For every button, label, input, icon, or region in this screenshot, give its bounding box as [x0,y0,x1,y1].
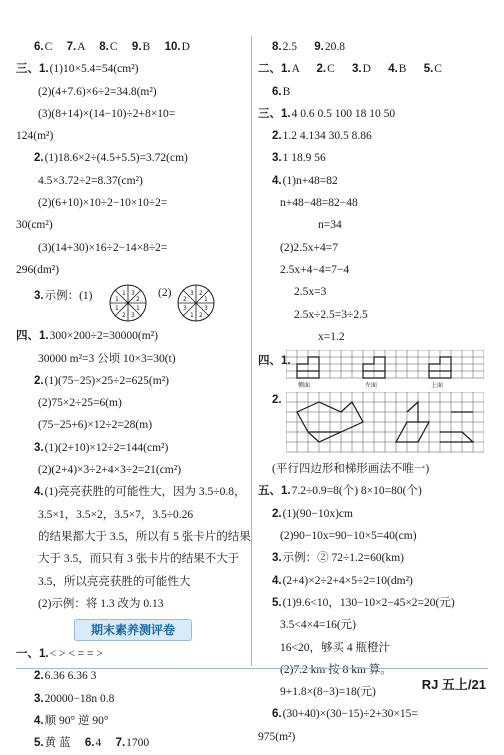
answer-line: 三、1.4 0.6 0.5 100 18 10 50 [258,107,396,120]
answer-line: 4.顺 90° 逆 90° [34,715,109,728]
answer-line: (平行四边形和梯形画法不唯一) [272,463,430,476]
answer-line: 4.(1)亮亮获胜的可能性大，因为 3.5÷0.8， [34,486,246,499]
three-view-grid-figure [286,350,484,390]
svg-text:3: 3 [204,305,208,313]
section-heading: 五、 [258,485,281,498]
answer-line: 二、1.A 2.C 3.D 4.B 5.C [258,63,442,76]
answer-line: (2)(4+7.6)×6÷2=34.8(m²) [38,85,157,98]
svg-text:1: 1 [115,305,119,313]
answer-line: (2)90−10x=90−10×5=40(cm) [280,530,417,543]
section-heading: 二、 [258,63,281,76]
answer-line: 2.(1)18.6×2÷(4.5+5.5)=3.72(cm) [34,152,188,165]
answer-line: 4.(2+4)×2÷2+4×5÷2=10(dm²) [272,574,413,587]
svg-text:1: 1 [204,296,208,304]
answer-line: 3.(1)(2+10)×12÷2=144(cm²) [34,441,169,454]
answer-line: 5.黄 蓝 6.4 7.1700 [34,737,150,750]
answer-line: 2.(1)(90−10x)cm [272,507,353,520]
answer-line: 3.5×1，3.5×2，3.5×7，3.5÷0.26 [38,508,194,521]
answer-line: 30000 m²=3 公顷 10×3=30(t) [38,352,176,365]
svg-text:2: 2 [136,296,140,304]
answer-line: n+48−48=82−48 [280,197,358,210]
answer-line: 五、1.7.2÷0.9=8(个) 8×10=80(个) [258,485,422,498]
svg-text:1: 1 [190,312,194,320]
answer-line: 3.20000−18n 0.8 [34,692,115,705]
wheel-examples: 3.示例：(1) 1 3 2 1 3 2 1 1 (2) 3 2 1 3 2 1 3 2 [16,281,250,325]
exam-banner-wrap [16,615,250,643]
section-heading: 三、 [16,63,39,76]
svg-text:2: 2 [183,296,187,304]
answer-line: 16<20，够买 4 瓶橙汁 [280,641,390,654]
answer-line: 一、1.< > < = = > [16,648,103,661]
answer-line: (3)(14+30)×16÷2−14×8÷2= [38,241,168,254]
right-column [258,36,490,748]
left-column [16,36,250,755]
answer-line: 975(m²) [258,730,296,743]
answer-line: (75−25+6)×12÷2=28(m) [38,419,153,432]
answer-line: 2.(1)(75−25)×25÷2=625(m²) [34,374,169,387]
shapes-grid-block: 2. [258,392,490,458]
section-heading: 一、 [16,648,39,661]
answer-line: 2.1.2 4.134 30.5 8.86 [272,130,372,143]
section-heading: 四、 [258,355,281,368]
answer-line: 2.5x+4−4=7−4 [280,263,350,276]
spinner-wheel-1-figure [108,283,148,323]
answer-line: 5.(1)9.6<10，130−10×2−45×2=20(元) [272,596,455,609]
page-number: RJ 五上/21 [421,677,486,692]
answer-line: 2.5x÷2.5=3÷2.5 [294,308,368,321]
spinner-wheel-2-figure [176,283,216,323]
column-divider [251,36,252,666]
answer-line: 2.6.36 6.36 3 [34,670,97,683]
answer-line: 的结果都大于 3.5，所以有 5 张卡片的结果 [38,530,251,543]
answer-line: 3.示例：② 72÷1.2=60(km) [272,552,404,565]
answer-line: 9+1.8×(8−3)=18(元) [280,686,376,699]
answer-line: 124(m²) [16,130,54,143]
answer-line: 2.5x=3 [294,286,327,299]
answer-line: 3.1 18.9 56 [272,152,326,165]
answer-line: 296(dm²) [16,263,60,276]
answer-line: 四、1.300×200÷2=30000(m²) [16,330,158,343]
answer-line: n=34 [318,219,342,232]
exam-banner: 期末素养测评卷 [74,619,192,641]
view-grid-block: 四、1. 侧面 左面 上面 [258,348,490,392]
answer-line: 6.C 7.A 8.C 9.B 10.D [34,41,190,53]
answer-line: 大于 3.5，而只有 3 张卡片的结果不大于 [38,553,240,566]
footer-rule [16,668,488,669]
parallelogram-trapezoid-grid-figure [286,392,484,454]
svg-text:2: 2 [199,312,203,320]
svg-text:2: 2 [122,312,126,320]
answer-line: 8.2.5 9.20.8 [272,41,345,53]
answer-line: (2)7.2 km 按 8 km 算。 [280,663,392,676]
answer-line: (3)(8+14)×(14−10)÷2+8×10= [38,107,176,120]
answer-line: (2)(2+4)×3÷2+4×3÷2=21(cm²) [38,464,182,477]
svg-text:3: 3 [190,290,194,298]
answer-line: 三、1.(1)10×5.4=54(cm²) [16,63,139,76]
answer-line: 3.5<4×4=16(元) [280,619,356,632]
answer-line: 6.B [272,85,291,98]
svg-text:3: 3 [183,305,187,313]
answer-line: 4.(1)n+48=82 [272,174,338,187]
svg-text:3: 3 [131,290,135,298]
answer-line: 30(cm²) [16,219,53,232]
answer-line: (2)示例：将 1.3 改为 0.13 [38,597,164,610]
svg-text:3: 3 [131,312,135,320]
answer-line: (2)(6+10)×10÷2−10×10÷2= [38,197,168,210]
grid-label-left: 左面 [365,382,378,390]
answer-line: (2)75×2÷25=6(m) [38,397,122,410]
grid-label-side: 侧面 [298,382,311,390]
answer-line: 4.5×3.72÷2=8.37(cm²) [38,174,143,187]
answer-line: 6.(30+40)×(30−15)÷2+30×15= [272,708,418,721]
section-heading: 三、 [258,107,281,120]
svg-text:1: 1 [136,305,140,313]
grid-label-top: 上面 [431,382,444,390]
answer-line: 3.5，所以亮亮获胜的可能性大 [38,575,191,588]
answer-line: x=1.2 [318,330,345,343]
svg-text:1: 1 [122,290,126,298]
answer-line: (2)2.5x+4=7 [280,241,339,254]
svg-text:2: 2 [199,290,203,298]
section-heading: 四、 [16,330,39,343]
svg-text:1: 1 [115,296,119,304]
